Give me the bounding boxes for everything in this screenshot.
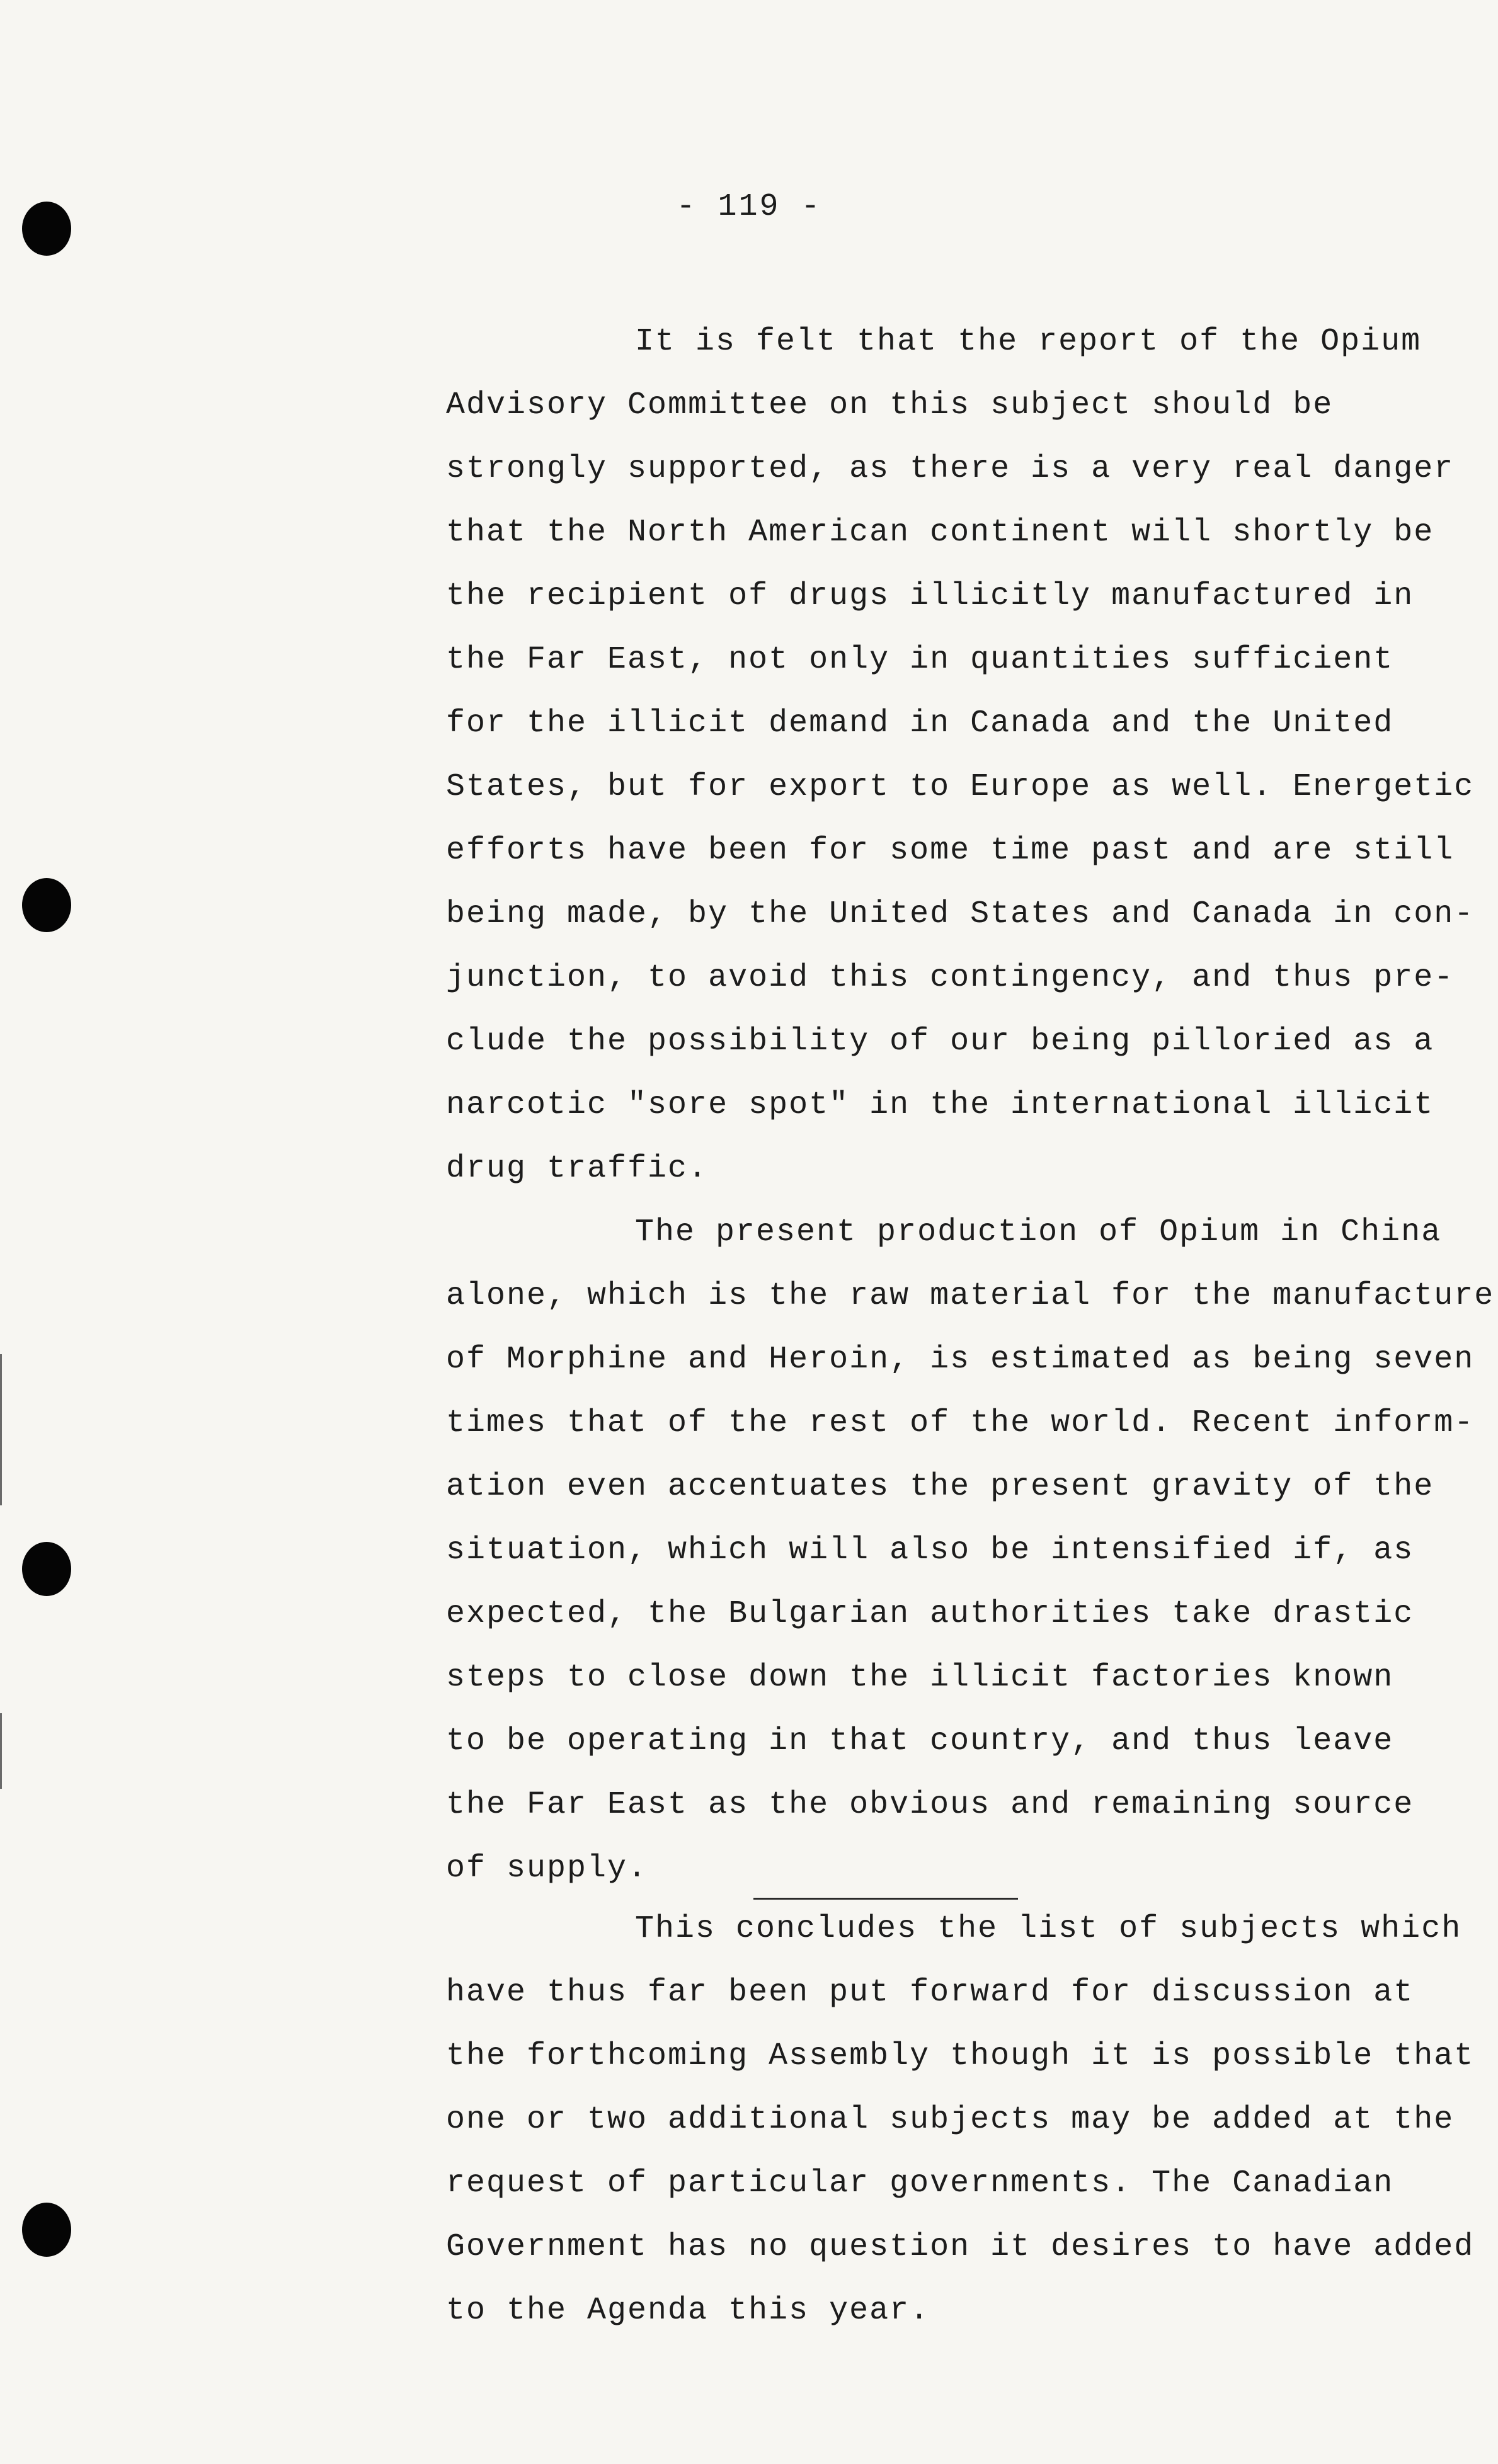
text-line: This concludes the list of subjects which	[635, 1911, 1462, 1947]
text-line: that the North American continent will shortly be	[446, 515, 1434, 550]
paragraph-1	[446, 310, 1475, 1201]
text-line: of Morphine and Heroin, is estimated as being seven	[446, 1342, 1475, 1377]
text-line: have thus far been put forward for discussion at	[446, 1975, 1414, 2011]
text-line: the recipient of drugs illicitly manufactured in	[446, 578, 1414, 614]
text-line: request of particular governments. The Canadian	[446, 2165, 1394, 2201]
text-line: for the illicit demand in Canada and the United	[446, 705, 1394, 741]
text-line: ation even accentuates the present gravity of the	[446, 1469, 1434, 1505]
text-line: drug traffic.	[446, 1151, 709, 1187]
punch-hole	[22, 1542, 71, 1596]
paragraph-2	[446, 1201, 1495, 1900]
text-line: one or two additional subjects may be added at the	[446, 2102, 1455, 2138]
scan-edge-mark	[0, 1713, 2, 1789]
text-line: the forthcoming Assembly though it is possible that	[446, 2038, 1475, 2074]
text-line: expected, the Bulgarian authorities take drastic	[446, 1596, 1414, 1632]
text-line: junction, to avoid this contingency, and thus pre-	[446, 960, 1455, 996]
text-line: strongly supported, as there is a very real danger	[446, 451, 1455, 487]
text-line: It is felt that the report of the Opium	[635, 324, 1422, 360]
text-line: Government has no question it desires to have added	[446, 2229, 1475, 2265]
text-line: clude the possibility of our being pilloried as a	[446, 1024, 1434, 1059]
text-line: The present production of Opium in China	[635, 1214, 1442, 1250]
text-line: times that of the rest of the world. Recent inform-	[446, 1405, 1475, 1441]
scan-edge-mark	[0, 1354, 2, 1505]
text-line: the Far East, not only in quantities sufficient	[446, 642, 1394, 678]
text-line: being made, by the United States and Canada in con-	[446, 896, 1475, 932]
text-line: of supply.	[446, 1851, 648, 1886]
text-line: States, but for export to Europe as well. Energetic	[446, 769, 1475, 805]
page-number: - 119 -	[676, 189, 822, 225]
text-line: narcotic "sore spot" in the international illicit	[446, 1087, 1434, 1123]
text-line: Advisory Committee on this subject should be	[446, 387, 1334, 423]
text-line: efforts have been for some time past and are still	[446, 833, 1455, 869]
text-line: situation, which will also be intensified if, as	[446, 1532, 1414, 1568]
text-line: to the Agenda this year.	[446, 2293, 930, 2329]
text-line: alone, which is the raw material for the manufacture	[446, 1278, 1495, 1314]
paragraph-3	[446, 1897, 1475, 2342]
text-line: to be operating in that country, and thus leave	[446, 1723, 1394, 1759]
punch-hole	[22, 878, 71, 932]
text-line: the Far East as the obvious and remaining source	[446, 1787, 1414, 1823]
text-line: steps to close down the illicit factories known	[446, 1660, 1394, 1696]
punch-hole	[22, 2203, 71, 2257]
